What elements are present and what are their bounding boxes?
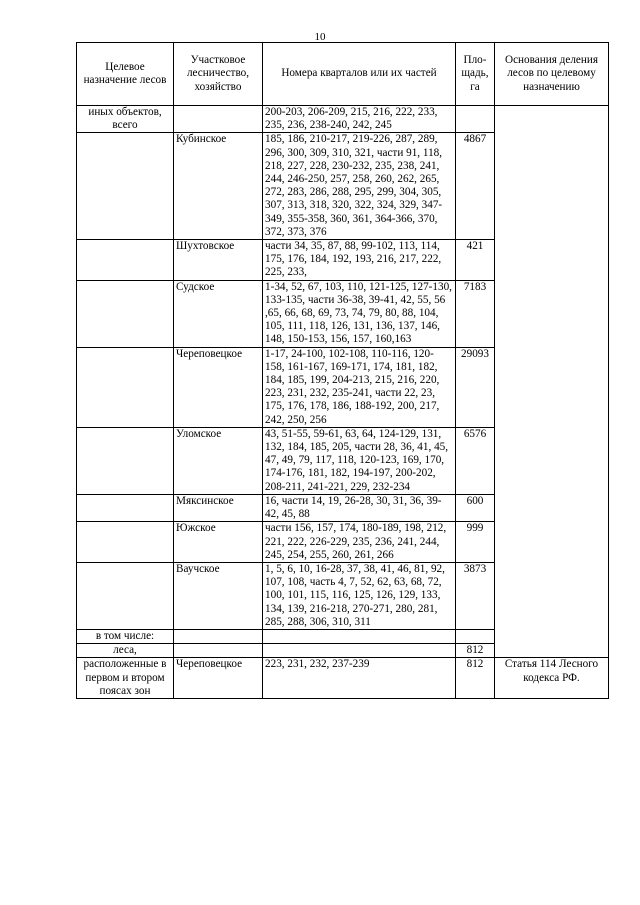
cell-district: Уломское bbox=[174, 427, 263, 494]
table-header-row bbox=[77, 43, 609, 106]
header-purpose: Целевое назначение лесов bbox=[77, 43, 174, 106]
header-blocks: Номера кварталов или их частей bbox=[263, 43, 456, 106]
cell-area: 812 bbox=[456, 644, 495, 658]
cell-purpose bbox=[77, 427, 174, 494]
cell-district: Ваучское bbox=[174, 562, 263, 629]
cell-purpose: в том числе: bbox=[77, 629, 174, 643]
cell-district: Судское bbox=[174, 280, 263, 347]
forest-purpose-table bbox=[76, 42, 609, 699]
cell-district: Южское bbox=[174, 522, 263, 563]
cell-purpose bbox=[77, 562, 174, 629]
cell-area: 421 bbox=[456, 240, 495, 281]
cell-area: 7183 bbox=[456, 280, 495, 347]
cell-blocks: 200-203, 206-209, 215, 216, 222, 233, 235, 236, 238-240, 242, 245 bbox=[263, 106, 456, 133]
cell-area bbox=[456, 106, 495, 133]
cell-purpose bbox=[77, 494, 174, 521]
cell-purpose bbox=[77, 133, 174, 240]
cell-district: Череповецкое bbox=[174, 347, 263, 427]
header-area: Пло-щадь, га bbox=[456, 43, 495, 106]
table-row bbox=[77, 106, 609, 133]
cell-blocks: части 34, 35, 87, 88, 99-102, 113, 114, 175, 176, 184, 192, 193, 216, 217, 222, 225, 233, bbox=[263, 240, 456, 281]
cell-district: Мяксинское bbox=[174, 494, 263, 521]
cell-blocks: 1, 5, 6, 10, 16-28, 37, 38, 41, 46, 81, 92, 107, 108, часть 4, 7, 52, 62, 63, 68, 72, 100, 101, 115, 116, 125, 126, 129, 133, 134, 139, 216-218, 270-271, 280, 281, 285, 288, 306, 310, 311 bbox=[263, 562, 456, 629]
cell-district: Шухтовское bbox=[174, 240, 263, 281]
cell-area: 3873 bbox=[456, 562, 495, 629]
cell-area: 812 bbox=[456, 658, 495, 699]
cell-purpose: иных объектов, всего bbox=[77, 106, 174, 133]
cell-purpose bbox=[77, 347, 174, 427]
cell-blocks: части 156, 157, 174, 180-189, 198, 212, 221, 222, 226-229, 235, 236, 241, 244, 245, 254, 255, 260, 261, 266 bbox=[263, 522, 456, 563]
cell-area: 6576 bbox=[456, 427, 495, 494]
cell-area: 600 bbox=[456, 494, 495, 521]
cell-area: 999 bbox=[456, 522, 495, 563]
header-district: Участковое лесничество, хозяйство bbox=[174, 43, 263, 106]
cell-blocks: 16, части 14, 19, 26-28, 30, 31, 36, 39-42, 45, 88 bbox=[263, 494, 456, 521]
cell-district bbox=[174, 106, 263, 133]
cell-blocks: 43, 51-55, 59-61, 63, 64, 124-129, 131, 132, 184, 185, 205, части 28, 36, 41, 45, 47, 49, 79, 117, 118, 120-123, 169, 170, 174-176, 181, 182, 194-197, 200-202, 208-211, 241-221, 229, 232-234 bbox=[263, 427, 456, 494]
cell-district bbox=[174, 629, 263, 643]
cell-basis bbox=[495, 106, 609, 658]
cell-blocks bbox=[263, 629, 456, 643]
table-row bbox=[77, 658, 609, 699]
cell-district bbox=[174, 644, 263, 658]
cell-purpose bbox=[77, 280, 174, 347]
cell-blocks: 185, 186, 210-217, 219-226, 287, 289, 296, 300, 309, 310, 321, части 91, 118, 218, 227, 228, 230-232, 235, 238, 241, 244, 246-250, 257, 258, 260, 262, 265, 272, 283, 286, 288, 295, 299, 304, 305, 307, 313, 318, 320, 322, 324, 329, 347-349, 355-358, 360, 361, 364-366, 370, 372, 373, 376 bbox=[263, 133, 456, 240]
cell-blocks: 1-17, 24-100, 102-108, 110-116, 120-158, 161-167, 169-171, 174, 181, 182, 184, 185, 199, 204-213, 215, 216, 220, 223, 231, 232, 235-241, части 22, 23, 175, 176, 178, 186, 188-192, 200, 217, 242, 250, 256 bbox=[263, 347, 456, 427]
cell-area: 29093 bbox=[456, 347, 495, 427]
cell-blocks bbox=[263, 644, 456, 658]
cell-purpose: расположенные в первом и втором поясах зон bbox=[77, 658, 174, 699]
header-basis: Основания деления лесов по целевому назначению bbox=[495, 43, 609, 106]
cell-purpose: леса, bbox=[77, 644, 174, 658]
cell-blocks: 1-34, 52, 67, 103, 110, 121-125, 127-130, 133-135, части 36-38, 39-41, 42, 55, 56 ,65, 66, 68, 69, 73, 74, 79, 80, 88, 104, 105, 111, 118, 126, 131, 136, 137, 146, 148, 150-153, 156, 157, 160,163 bbox=[263, 280, 456, 347]
cell-purpose bbox=[77, 240, 174, 281]
cell-district: Череповецкое bbox=[174, 658, 263, 699]
cell-basis: Статья 114 Лесного кодекса РФ. bbox=[495, 658, 609, 699]
cell-district: Кубинское bbox=[174, 133, 263, 240]
page-number: 10 bbox=[314, 31, 326, 43]
cell-area bbox=[456, 629, 495, 643]
cell-blocks: 223, 231, 232, 237-239 bbox=[263, 658, 456, 699]
cell-purpose bbox=[77, 522, 174, 563]
cell-area: 4867 bbox=[456, 133, 495, 240]
